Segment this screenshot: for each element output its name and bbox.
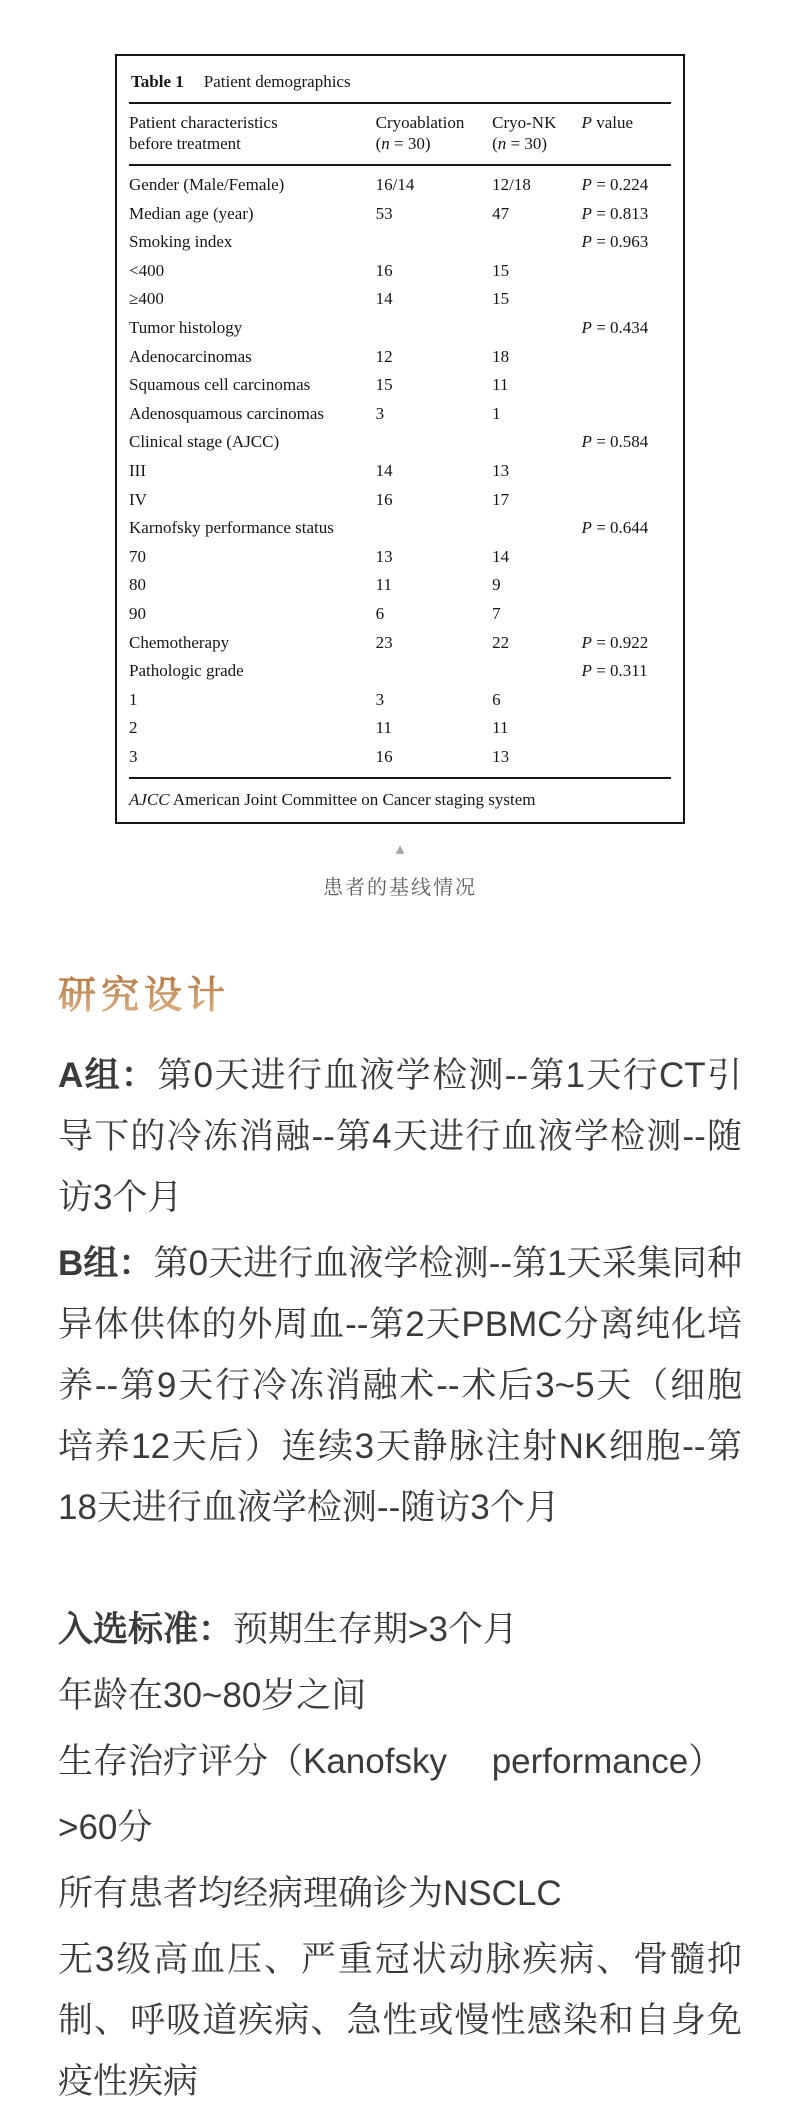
cryo-nk-value: 12/18	[492, 175, 531, 194]
row-label: Pathologic grade	[129, 661, 244, 681]
header-cryoablation-name: Cryoablation	[375, 113, 465, 132]
figure-caption: 患者的基线情况	[323, 877, 477, 900]
cryoablation-value: 15	[375, 375, 393, 395]
cryo-nk-value: 15	[492, 289, 510, 309]
table-header	[129, 103, 671, 165]
cryoablation-value	[376, 428, 493, 457]
cryoablation-value: 14	[375, 460, 393, 480]
cryoablation-value: 16/14	[375, 175, 415, 194]
footnote-text: American Joint Committee on Cancer staging system	[169, 790, 536, 810]
header-cryo-nk	[492, 103, 581, 165]
cryoablation-value: 6	[375, 603, 385, 623]
table-title	[129, 64, 671, 102]
cryoablation-value: 53	[375, 203, 393, 223]
table-row	[129, 200, 671, 229]
table-row	[129, 371, 671, 400]
row-label: Chemotherapy	[129, 632, 230, 652]
p-value	[582, 343, 671, 372]
cryo-nk-value: 47	[492, 203, 510, 223]
row-label: IV	[129, 489, 147, 509]
row-label: Adenocarcinomas	[129, 346, 252, 366]
table-row	[129, 543, 671, 572]
paragraph: B组：第0天进行血液学检测--第1天采集同种异体供体的外周血--第2天PBMC分离纯化培养--第9天行冷冻消融术--术后3~5天（细胞培养12天后）连续3天静脉注射NK细胞--第18天进行血液学检测--随访3个月	[58, 1244, 742, 1528]
row-label: 90	[129, 603, 146, 623]
header-cryo-nk-name: Cryo-NK	[492, 113, 557, 132]
p-value	[582, 486, 671, 515]
cryoablation-value: 14	[375, 289, 393, 309]
table-row	[129, 571, 671, 600]
demographics-table	[129, 102, 671, 771]
table-row	[129, 686, 671, 715]
cryoablation-value: 23	[375, 632, 393, 652]
cryo-nk-value	[492, 428, 581, 457]
demographics-table-body	[129, 165, 671, 771]
p-value	[582, 543, 671, 572]
p-value: P = 0.584	[581, 432, 649, 452]
header-p-value: P value	[582, 103, 671, 165]
table-row	[129, 428, 671, 457]
cryo-nk-value	[492, 228, 581, 257]
p-value	[582, 285, 671, 314]
row-label: Adenosquamous carcinomas	[129, 403, 324, 423]
paragraph-lead: B组：	[58, 1244, 154, 1284]
row-label: Smoking index	[129, 232, 233, 252]
cryoablation-value: 3	[375, 689, 385, 709]
p-value	[582, 714, 671, 743]
row-label: ≥400	[129, 289, 164, 309]
cryo-nk-value	[492, 514, 581, 543]
demographics-figure	[115, 54, 685, 824]
row-label: Clinical stage (AJCC)	[129, 432, 280, 452]
cryoablation-value: 12	[375, 346, 393, 366]
table-title-text: Patient demographics	[203, 72, 351, 91]
paragraph: 入选标准：预期生存期>3个月	[58, 1610, 518, 1650]
header-cryoablation-n: (n = 30)	[375, 134, 431, 153]
cryo-nk-value	[492, 314, 581, 343]
table-header-row	[129, 103, 671, 165]
p-value	[582, 571, 671, 600]
row-label: 1	[129, 689, 138, 709]
cryo-nk-value	[492, 657, 581, 686]
table-row	[129, 514, 671, 543]
table-row	[129, 400, 671, 429]
paragraph: A组：第0天进行血液学检测--第1天行CT引导下的冷冻消融--第4天进行血液学检测--随访3个月	[58, 1056, 742, 1218]
table-row	[129, 343, 671, 372]
row-label: 80	[129, 575, 146, 595]
table-footnote	[129, 777, 671, 810]
cryoablation-value: 16	[375, 260, 393, 280]
table-row	[129, 285, 671, 314]
paragraph: >60分	[58, 1808, 153, 1848]
cryo-nk-value: 6	[492, 689, 501, 709]
p-value: P = 0.963	[581, 232, 649, 252]
p-value	[582, 257, 671, 286]
table-row	[129, 486, 671, 515]
cryo-nk-value: 11	[492, 375, 509, 395]
table-row	[129, 714, 671, 743]
p-value: P = 0.922	[581, 632, 649, 652]
header-characteristic	[129, 103, 376, 165]
paragraph: 年龄在30~80岁之间	[58, 1676, 367, 1716]
p-value: P = 0.644	[581, 518, 649, 538]
p-value	[582, 686, 671, 715]
cryoablation-value	[376, 314, 493, 343]
paragraph-lead: A组：	[58, 1056, 158, 1096]
table-row	[129, 629, 671, 658]
cryo-nk-value: 9	[492, 575, 501, 595]
table-row	[129, 743, 671, 772]
cryoablation-value: 13	[375, 546, 393, 566]
p-value	[582, 600, 671, 629]
table-row	[129, 600, 671, 629]
cryo-nk-value: 18	[492, 346, 510, 366]
cryo-nk-value: 14	[492, 546, 510, 566]
row-label: 70	[129, 546, 146, 566]
section-heading: 研究设计	[58, 972, 800, 1020]
cryo-nk-value: 11	[492, 718, 509, 738]
table-row	[129, 457, 671, 486]
p-value: P = 0.224	[581, 175, 649, 194]
cryo-nk-value: 1	[492, 403, 501, 423]
header-characteristic-line2: before treatment	[129, 134, 241, 153]
row-label: 3	[129, 746, 138, 766]
table-number-label: Table 1	[131, 72, 184, 91]
triangle-up-icon: ▲	[392, 841, 408, 859]
paragraph: 生存治疗评分（Kanofsky performance）	[58, 1742, 724, 1782]
table-row	[129, 657, 671, 686]
figure-caption-block	[0, 842, 800, 900]
paragraph: 所有患者均经病理确诊为NSCLC	[58, 1874, 562, 1914]
table-row	[129, 257, 671, 286]
cryoablation-value: 11	[375, 718, 392, 738]
row-label: Karnofsky performance status	[129, 518, 334, 538]
cryo-nk-value: 22	[492, 632, 510, 652]
cryo-nk-value: 17	[492, 489, 510, 509]
header-cryo-nk-n: (n = 30)	[492, 134, 548, 153]
p-value: P = 0.813	[581, 203, 649, 223]
article-page	[0, 54, 800, 2109]
cryoablation-value: 11	[375, 575, 392, 595]
header-characteristic-line1: Patient characteristics	[129, 113, 278, 132]
row-label: Median age (year)	[129, 203, 254, 223]
p-value	[582, 457, 671, 486]
row-label: Squamous cell carcinomas	[129, 375, 311, 395]
cryoablation-value	[376, 228, 493, 257]
body-paragraphs	[58, 1045, 742, 2112]
p-value	[582, 743, 671, 772]
row-label: <400	[129, 260, 165, 280]
p-value: P = 0.311	[581, 661, 648, 681]
cryo-nk-value: 13	[492, 746, 510, 766]
table-row	[129, 314, 671, 343]
row-label: III	[129, 460, 146, 480]
paragraph-lead: 入选标准：	[58, 1610, 234, 1650]
row-label: Gender (Male/Female)	[129, 175, 285, 194]
table-row	[129, 228, 671, 257]
table-row	[129, 165, 671, 200]
cryoablation-value: 16	[375, 489, 393, 509]
footnote-abbreviation: AJCC	[129, 790, 170, 810]
p-value	[582, 371, 671, 400]
cryoablation-value	[376, 657, 493, 686]
cryo-nk-value: 13	[492, 460, 510, 480]
cryo-nk-value: 7	[492, 603, 501, 623]
paragraph: 无3级高血压、严重冠状动脉疾病、骨髓抑制、呼吸道疾病、急性或慢性感染和自身免疫性疾病	[58, 1940, 742, 2102]
p-value: P = 0.434	[581, 317, 649, 337]
cryoablation-value: 3	[375, 403, 385, 423]
cryoablation-value: 16	[375, 746, 393, 766]
cryo-nk-value: 15	[492, 260, 510, 280]
header-cryoablation	[376, 103, 493, 165]
p-value	[582, 400, 671, 429]
row-label: Tumor histology	[129, 317, 243, 337]
cryoablation-value	[376, 514, 493, 543]
row-label: 2	[129, 718, 138, 738]
